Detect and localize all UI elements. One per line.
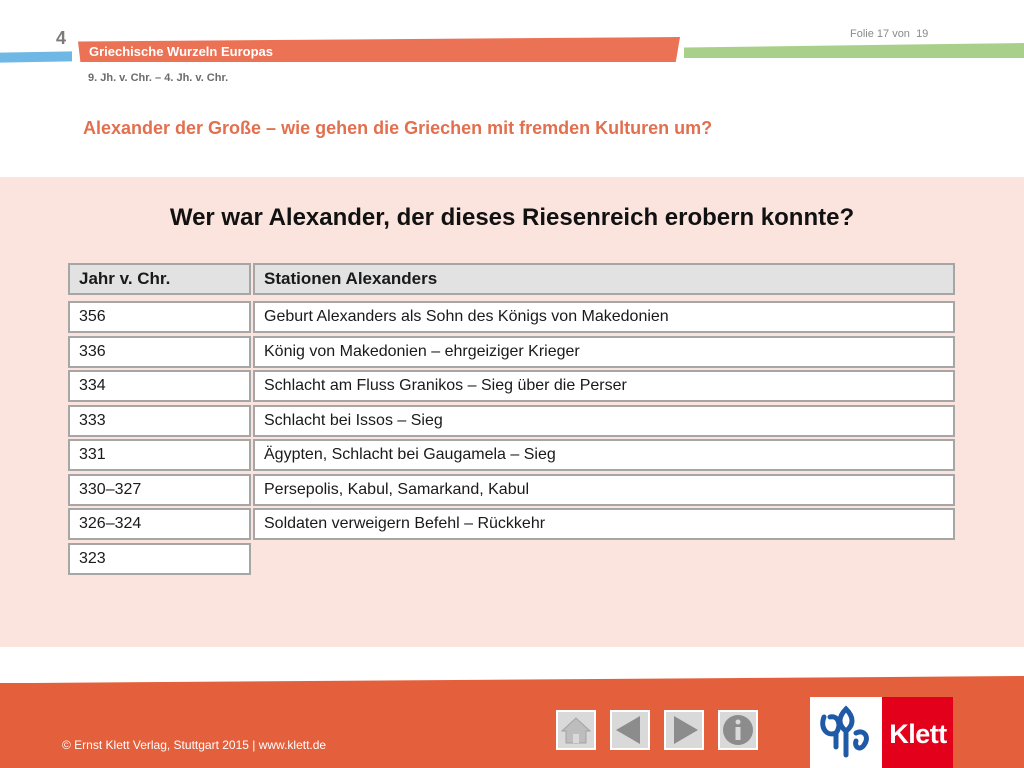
chapter-title: Griechische Wurzeln Europas xyxy=(89,44,273,59)
page-headline: Alexander der Große – wie gehen die Griechen mit fremden Kulturen um? xyxy=(83,118,713,138)
table-cell-year: 334 xyxy=(68,370,251,402)
klett-clover-icon xyxy=(816,703,876,763)
previous-slide-button[interactable] xyxy=(610,710,650,750)
slide-total: 19 xyxy=(916,28,929,40)
table-cell-station: Soldaten verweigern Befehl – Rückkehr xyxy=(253,508,955,540)
slide-counter xyxy=(850,28,928,40)
slide-label: Folie 17 von xyxy=(850,28,910,40)
table-cell-station: Geburt Alexanders als Sohn des Königs von Makedonien xyxy=(253,301,955,333)
table-header-stations: Stationen Alexanders xyxy=(253,263,955,295)
period-subtitle: 9. Jh. v. Chr. – 4. Jh. v. Chr. xyxy=(88,72,229,84)
klett-logo xyxy=(810,697,953,768)
copyright-text: © Ernst Klett Verlag, Stuttgart 2015 | www.klett.de xyxy=(62,738,327,752)
table-cell-year: 331 xyxy=(68,439,251,471)
info-button[interactable] xyxy=(718,710,758,750)
table-cell-year: 333 xyxy=(68,405,251,437)
header-stripe-green xyxy=(684,43,1024,58)
table-cell-year: 330–327 xyxy=(68,474,251,506)
table-cell-station: König von Makedonien – ehrgeiziger Krieger xyxy=(253,336,955,368)
table-cell-year: 326–324 xyxy=(68,508,251,540)
triangle-left-icon xyxy=(612,712,648,748)
table-cell-station: Ägypten, Schlacht bei Gaugamela – Sieg xyxy=(253,439,955,471)
table-cell-station: Persepolis, Kabul, Samarkand, Kabul xyxy=(253,474,955,506)
triangle-right-icon xyxy=(666,712,702,748)
table-cell-station: Schlacht bei Issos – Sieg xyxy=(253,405,955,437)
table-cell-year: 336 xyxy=(68,336,251,368)
chapter-number: 4 xyxy=(56,28,67,48)
next-slide-button[interactable] xyxy=(664,710,704,750)
table-cell-station: Schlacht am Fluss Granikos – Sieg über die Perser xyxy=(253,370,955,402)
klett-logo-text: Klett xyxy=(889,719,947,749)
info-icon xyxy=(720,712,756,748)
table-header-year: Jahr v. Chr. xyxy=(68,263,251,295)
main-question: Wer war Alexander, der dieses Riesenreich erobern konnte? xyxy=(169,204,855,231)
table-cell-year: 323 xyxy=(68,543,251,575)
home-button[interactable] xyxy=(556,710,596,750)
home-icon xyxy=(558,712,594,748)
header-stripe-blue xyxy=(0,51,72,62)
table-cell-year: 356 xyxy=(68,301,251,333)
